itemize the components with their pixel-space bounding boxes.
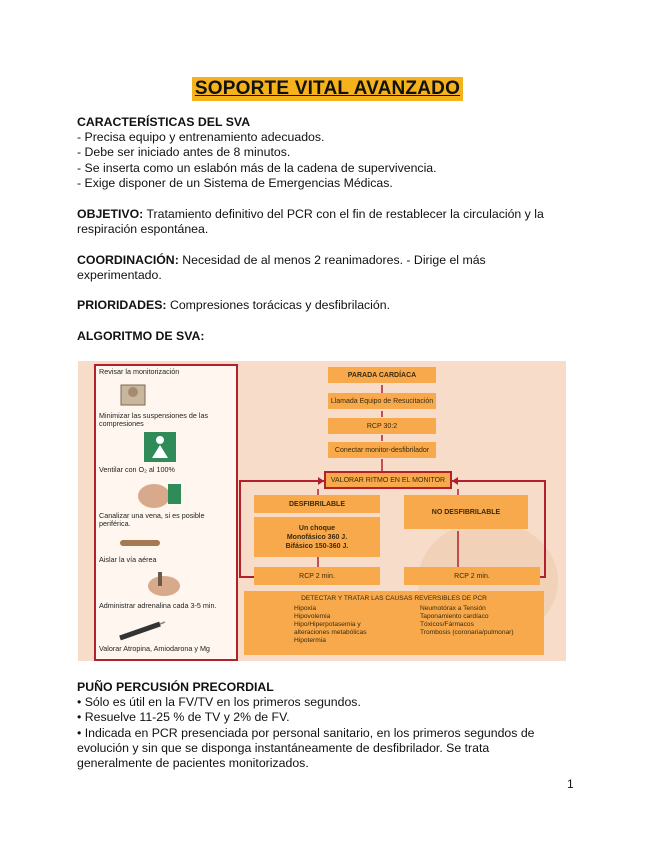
causa-item: Taponamiento cardíaco (420, 613, 489, 620)
list-item: - Exige disponer de un Sistema de Emergencias Médicas. (77, 175, 393, 190)
action-monitor: Revisar la monitorización (99, 367, 180, 376)
objetivo-label: OBJETIVO: (77, 207, 144, 221)
sva-algorithm-figure (78, 361, 566, 661)
choque-line: Bifásico 150-360 J. (285, 542, 349, 550)
caracteristicas-heading: CARACTERÍSTICAS DEL SVA (77, 115, 251, 129)
flow-desfibrilable: DESFIBRILABLE (254, 495, 380, 513)
action-iv-line: Canalizar una vena, si es posible periférica. (99, 511, 205, 529)
page-number: 1 (567, 777, 574, 791)
objetivo-section (77, 207, 567, 237)
list-item: • Indicada en PCR presenciada por personal sanitario, en los primeros segundos de evolución y sin que se disponga instantáneamente de desfibrilador. Se trata generalmente de pacientes monitorizados. (77, 725, 535, 771)
causa-item: Hipotermia (294, 637, 326, 644)
causas-right-list (420, 605, 514, 637)
flow-no-desfibrilable: NO DESFIBRILABLE (404, 495, 528, 529)
causa-item: Neumotórax a Tensión (420, 605, 486, 612)
list-item: • Resuelve 11-25 % de TV y 2% de FV. (77, 710, 290, 725)
causas-title: DETECTAR Y TRATAR LAS CAUSAS REVERSIBLES DE PCR (301, 595, 487, 602)
prioridades-section (77, 298, 577, 313)
causa-item: Trombosis (coronaria/pulmonar) (420, 629, 514, 636)
choque-line: Monofásico 360 J. (286, 533, 348, 541)
flow-parada-cardiaca: PARADA CARDÍACA (328, 367, 436, 383)
list-item: - Debe ser iniciado antes de 8 minutos. (77, 145, 291, 160)
flow-causas-reversibles (244, 591, 544, 655)
causa-item: alteraciones metabólicas (294, 629, 367, 636)
prioridades-text: Compresiones torácicas y desfibrilación. (169, 298, 391, 312)
coordinacion-label: COORDINACIÓN: (77, 253, 179, 267)
puno-heading: PUÑO PERCUSIÓN PRECORDIAL (77, 680, 274, 694)
action-airway: Aislar la vía aérea (99, 555, 157, 564)
coordinacion-text: Necesidad de al menos 2 reanimadores. - Dirige el más experimentado. (77, 253, 486, 283)
action-drugs: Valorar Atropina, Amiodarona y Mg (99, 644, 210, 653)
action-ventilate: Ventilar con O₂ al 100% (99, 465, 175, 474)
flow-rcp-30-2: RCP 30:2 (328, 418, 436, 434)
causa-item: Hipo/Hiperpotasemia y (294, 621, 361, 628)
action-compressions: Minimizar las suspensiones de las compresiones (99, 411, 209, 429)
choque-line: Un choque (298, 524, 336, 532)
flow-conectar-monitor: Conectar monitor-desfibrilador (328, 442, 436, 458)
flow-choque (254, 517, 380, 557)
causa-item: Tóxicos/Fármacos (420, 621, 474, 628)
caracteristicas-section (77, 115, 577, 191)
objetivo-text: Tratamiento definitivo del PCR con el fin de restablecer la circulación y la respiración espontánea. (77, 207, 544, 237)
causas-left-list (294, 605, 367, 645)
flow-rcp-2-min-right: RCP 2 min. (404, 567, 540, 585)
flow-rcp-2-min-left: RCP 2 min. (254, 567, 380, 585)
list-item: - Precisa equipo y entrenamiento adecuados. (77, 130, 325, 145)
coordinacion-section (77, 253, 527, 283)
flow-valorar-ritmo: VALORAR RITMO EN EL MONITOR (324, 471, 452, 489)
list-item: • Sólo es útil en la FV/TV en los primeros segundos. (77, 695, 361, 710)
puno-section (77, 680, 557, 771)
algoritmo-heading: ALGORITMO DE SVA: (77, 329, 205, 343)
page-title: SOPORTE VITAL AVANZADO (0, 77, 655, 101)
causa-item: Hipoxia (294, 605, 316, 612)
causa-item: Hipovolemia (294, 613, 331, 620)
flow-llamada-equipo: Llamada Equipo de Resucitación (328, 393, 436, 409)
action-adrenaline: Administrar adrenalina cada 3-5 min. (99, 601, 217, 610)
list-item: - Se inserta como un eslabón más de la cadena de supervivencia. (77, 160, 437, 175)
prioridades-label: PRIORIDADES: (77, 298, 167, 312)
